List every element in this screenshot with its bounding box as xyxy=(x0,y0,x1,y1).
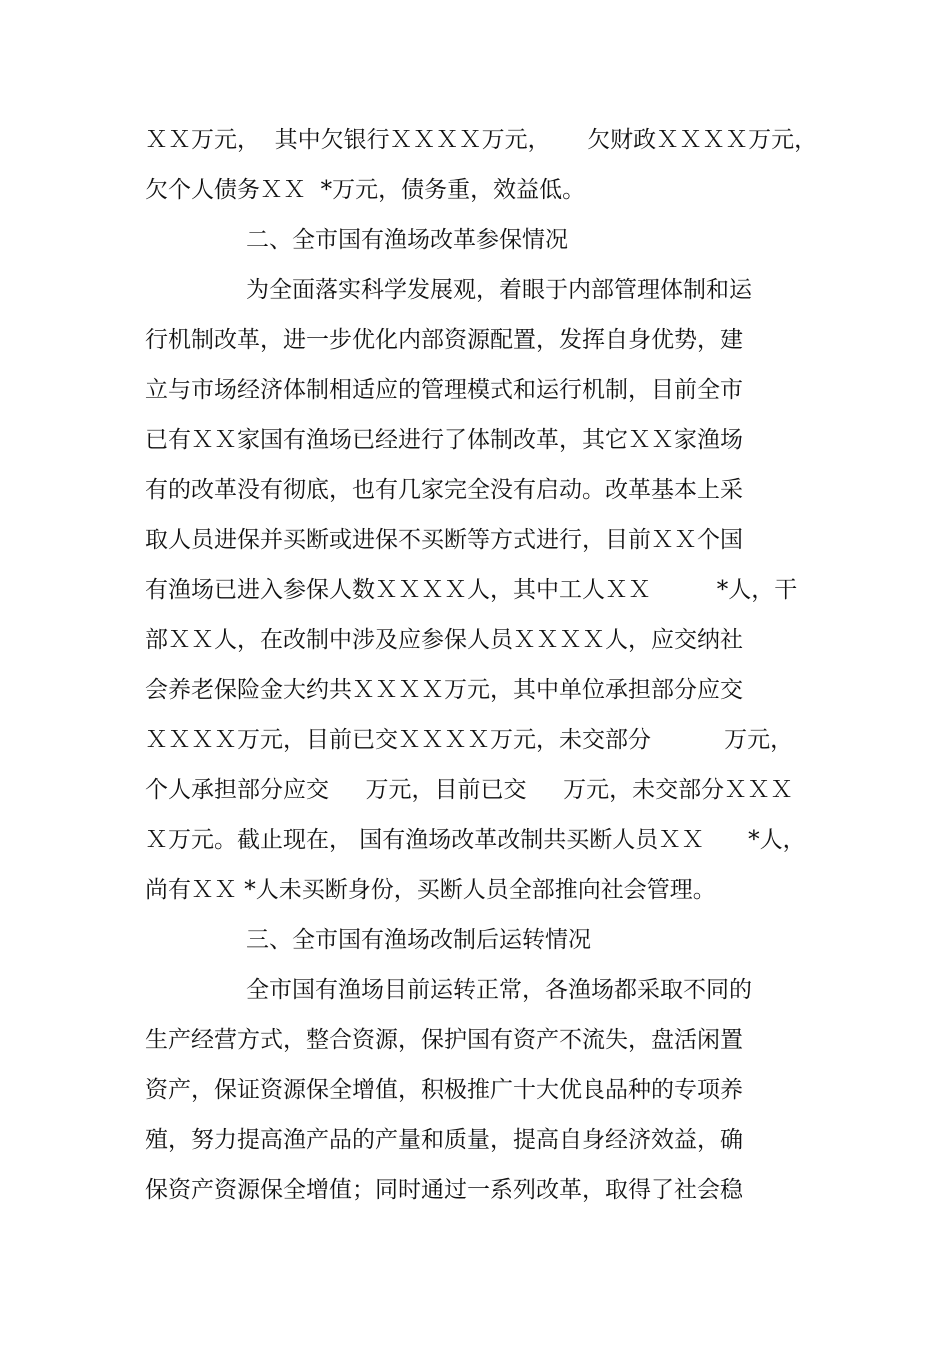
text-line: 会养老保险金大约共ＸＸＸＸ万元，其中单位承担部分应交 xyxy=(145,677,743,703)
text-line: 殖，努力提高渔产品的产量和质量，提高自身经济效益，确 xyxy=(145,1127,743,1153)
text-line: 有渔场已进入参保人数ＸＸＸＸ人，其中工人ＸＸ *人，干 xyxy=(145,577,798,603)
text-line: ＸＸ万元， 其中欠银行ＸＸＸＸ万元， 欠财政ＸＸＸＸ万元， xyxy=(145,127,818,153)
paragraph-first-line: 全市国有渔场目前运转正常，各渔场都采取不同的 xyxy=(246,977,752,1003)
text-line: 个人承担部分应交 万元，目前已交 万元，未交部分ＸＸＸ xyxy=(145,777,794,803)
section-heading: 三、全市国有渔场改制后运转情况 xyxy=(246,927,591,953)
text-line: 生产经营方式，整合资源，保护国有资产不流失，盘活闲置 xyxy=(145,1027,743,1053)
text-line: 行机制改革，进一步优化内部资源配置，发挥自身优势，建 xyxy=(145,327,743,353)
section-heading: 二、全市国有渔场改革参保情况 xyxy=(246,227,568,253)
paragraph-first-line: 为全面落实科学发展观，着眼于内部管理体制和运 xyxy=(246,277,752,303)
text-line: ＸＸＸＸ万元，目前已交ＸＸＸＸ万元，未交部分 万元， xyxy=(145,727,794,753)
text-line: Ｘ万元。截止现在， 国有渔场改革改制共买断人员ＸＸ *人， xyxy=(145,827,806,853)
text-line: 取人员进保并买断或进保不买断等方式进行，目前ＸＸ个国 xyxy=(145,527,743,553)
text-line: 资产，保证资源保全增值，积极推广十大优良品种的专项养 xyxy=(145,1077,743,1103)
text-line: 欠个人债务ＸＸ *万元，债务重，效益低。 xyxy=(145,177,586,203)
text-line: 有的改革没有彻底，也有几家完全没有启动。改革基本上采 xyxy=(145,477,743,503)
text-line: 保资产资源保全增值；同时通过一系列改革，取得了社会稳 xyxy=(145,1177,743,1203)
text-line: 尚有ＸＸ *人未买断身份，买断人员全部推向社会管理。 xyxy=(145,877,716,903)
text-line: 立与市场经济体制相适应的管理模式和运行机制，目前全市 xyxy=(145,377,743,403)
text-line: 已有ＸＸ家国有渔场已经进行了体制改革，其它ＸＸ家渔场 xyxy=(145,427,743,453)
text-line: 部ＸＸ人，在改制中涉及应参保人员ＸＸＸＸ人，应交纳社 xyxy=(145,627,743,653)
